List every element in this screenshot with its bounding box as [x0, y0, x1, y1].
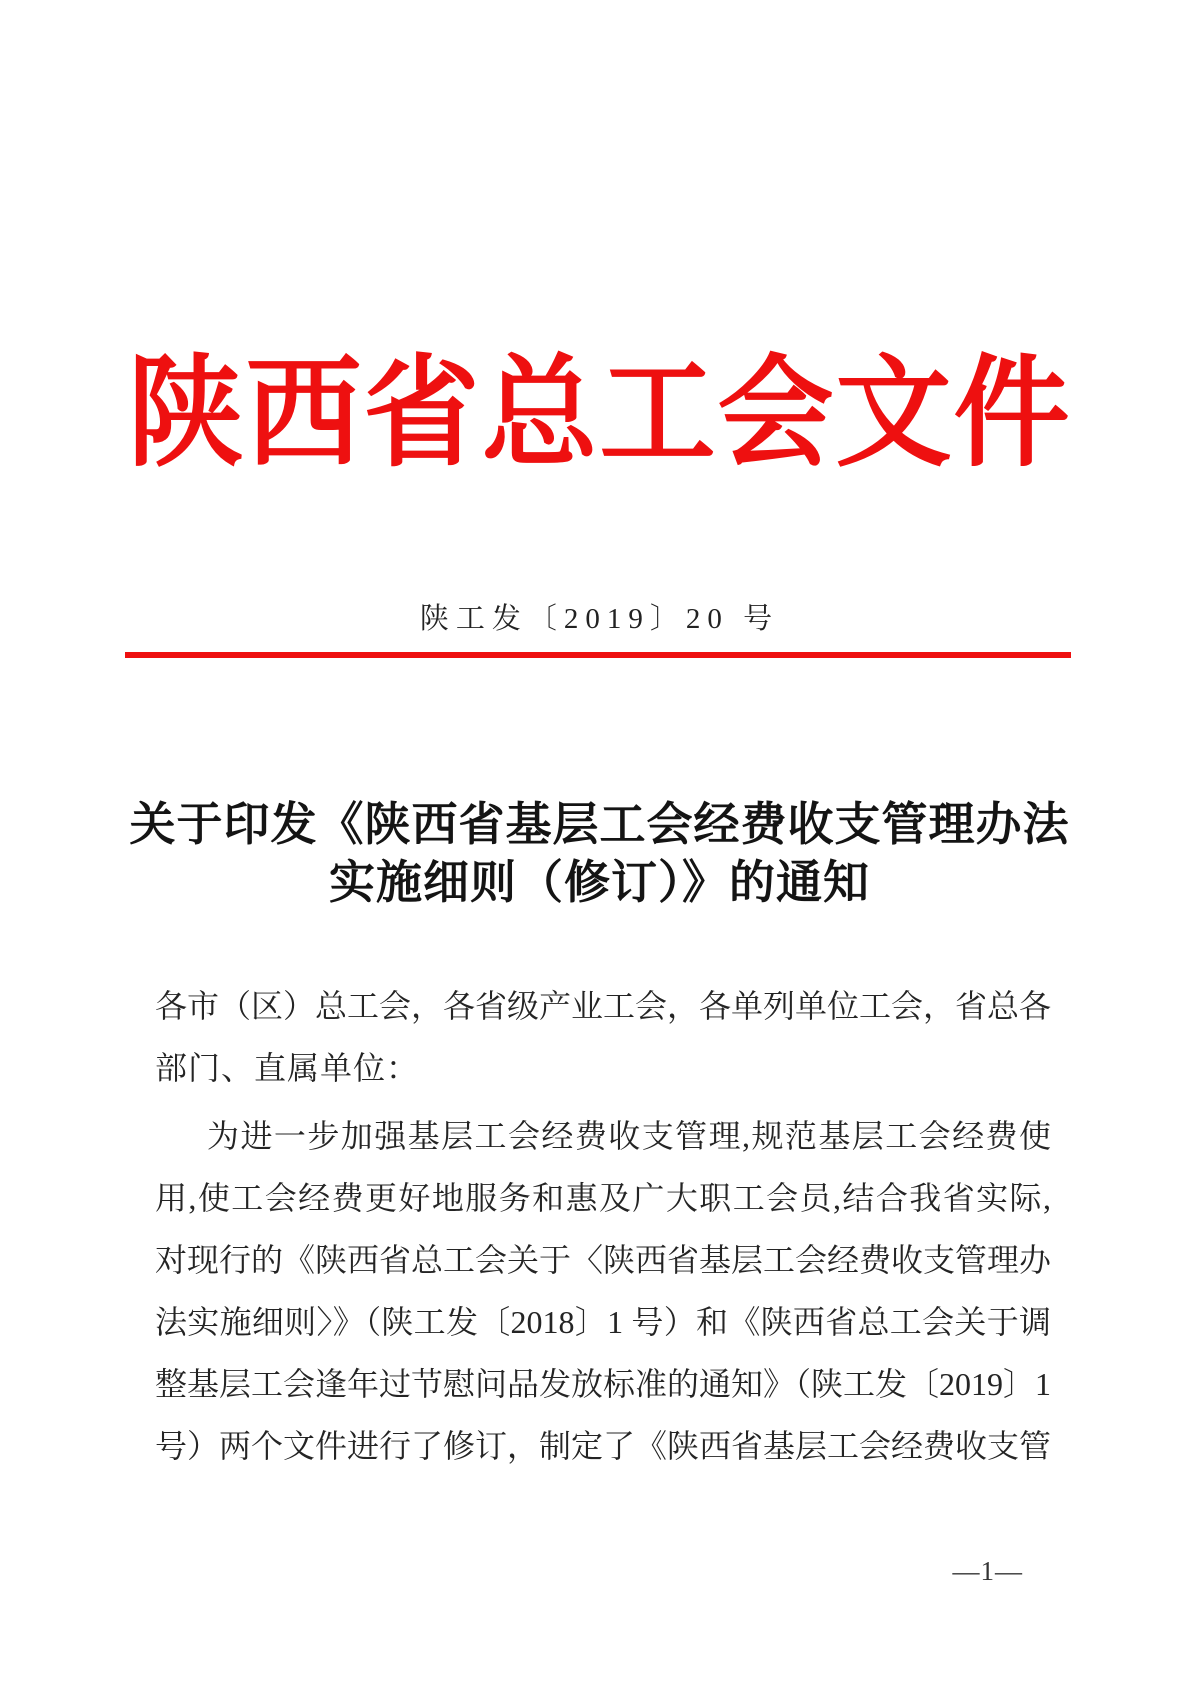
body-line-paragraph-4: 法实施细则〉》（陕工发〔2018〕1 号）和《陕西省总工会关于调 — [155, 1304, 1051, 1340]
document-title — [0, 796, 1199, 912]
body-line-paragraph-3: 对现行的《陕西省总工会关于〈陕西省基层工会经费收支管理办 — [155, 1242, 1052, 1278]
red-letterhead-banner: 陕西省总工会文件 — [127, 348, 1072, 482]
body-line-recipients-2: 部门、直属单位： — [155, 1050, 420, 1086]
body-line-paragraph-6: 号）两个文件进行了修订，制定了《陕西省基层工会经费收支管 — [155, 1428, 1052, 1464]
red-divider-line — [125, 652, 1071, 658]
body-line-paragraph-1: 为进一步加强基层工会经费收支管理,规范基层工会经费使 — [207, 1118, 1051, 1154]
document-title-line-1: 关于印发《陕西省基层工会经费收支管理办法 — [129, 799, 1070, 850]
page-number: —1— — [952, 1556, 1023, 1586]
body-line-paragraph-2: 用,使工会经费更好地服务和惠及广大职工会员,结合我省实际, — [155, 1180, 1051, 1216]
body-line-recipients-1: 各市（区）总工会，各省级产业工会，各单列单位工会，省总各 — [155, 988, 1052, 1024]
document-body — [155, 975, 1051, 1477]
document-title-line-2: 实施细则（修订）》的通知 — [329, 857, 870, 908]
document-number: 陕工发〔2019〕20 号 — [419, 603, 780, 635]
body-line-paragraph-5: 整基层工会逢年过节慰问品发放标准的通知》（陕工发〔2019〕1 — [155, 1366, 1052, 1402]
